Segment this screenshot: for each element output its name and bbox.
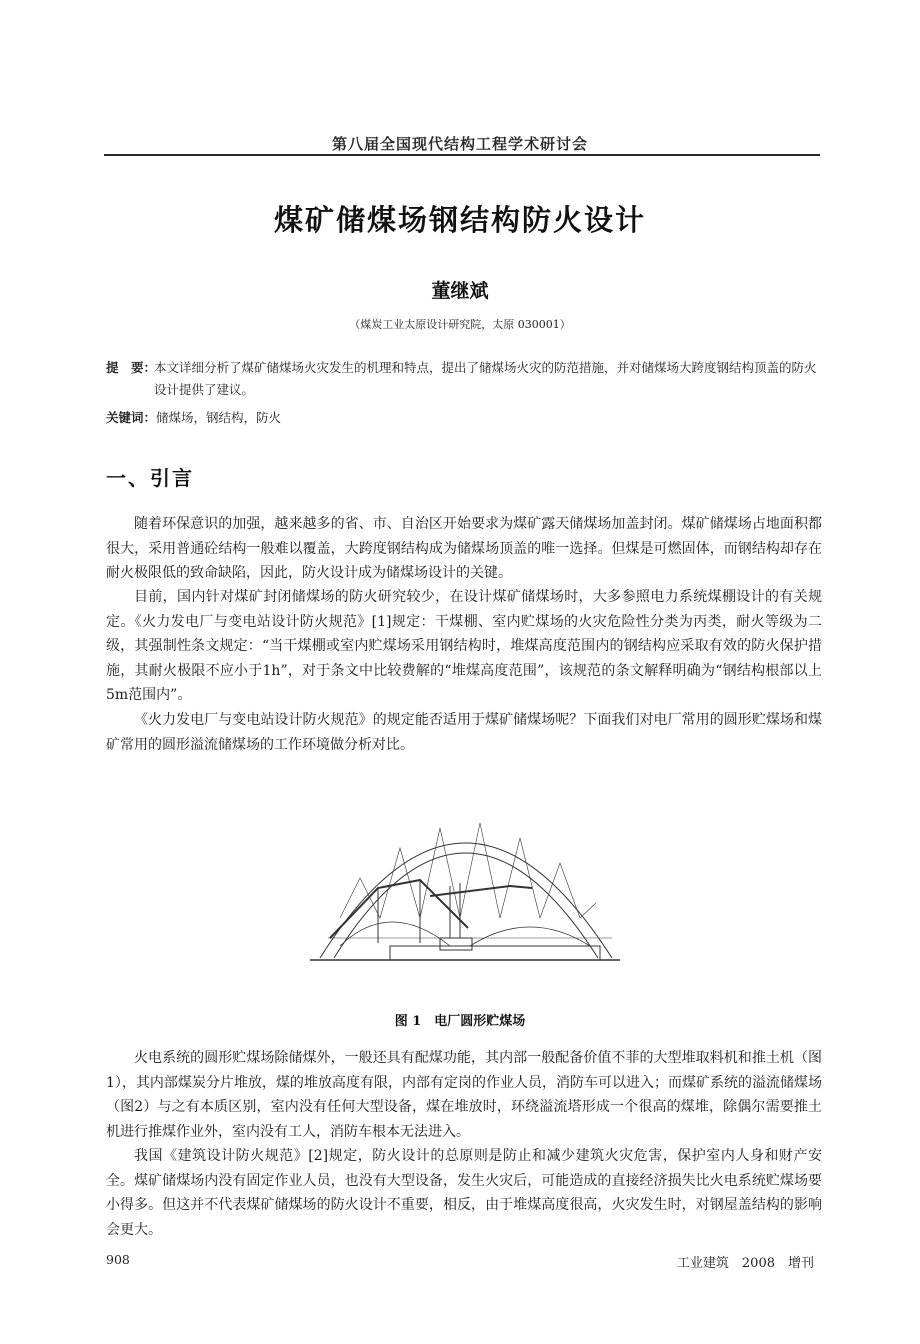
- page-number: 908: [106, 1252, 130, 1267]
- section-heading-introduction: 一、引言: [106, 466, 194, 490]
- abstract: [106, 357, 822, 401]
- figure-1-caption: 图 1 电厂圆形贮煤场: [394, 1014, 526, 1029]
- paragraph-1: 随着环保意识的加强，越来越多的省、市、自治区开始要求为煤矿露天储煤场加盖封闭。煤矿储煤场占地面积都很大，采用普通砼结构一般难以覆盖，大跨度钢结构成为储煤场顶盖的唯一选择。但煤是可燃固体，而钢结构却存在耐火极限低的致命缺陷，因此，防火设计成为储煤场设计的关键。: [106, 516, 822, 581]
- paragraph-2: 目前，国内针对煤矿封闭储煤场的防火研究较少，在设计煤矿储煤场时，大多参照电力系统煤棚设计的有关规定。《火力发电厂与变电站设计防火规范》[1]规定：干煤棚、室内贮煤场的火灾危险性分类为丙类，耐火等级为二级，其强制性条文规定：“当干煤棚或室内贮煤场采用钢结构时，堆煤高度范围内的钢结构应采取有效的防火保护措施，其耐火极限不应小于1h”，对于条文中比较费解的“堆煤高度范围”，该规范的条文解释明确为“钢结构根部以上5m范围内”。: [106, 589, 822, 703]
- paper-title: 煤矿储煤场钢结构防火设计: [273, 203, 646, 237]
- journal-footer: 工业建筑 2008 增刊: [676, 1256, 814, 1271]
- keywords-label: 关键词：: [106, 410, 157, 425]
- keywords-text: 储煤场，钢结构，防火: [156, 410, 282, 425]
- paragraph-3: 《火力发电厂与变电站设计防火规范》的规定能否适用于煤矿储煤场呢？下面我们对电厂常用的圆形贮煤场和煤矿常用的圆形溢流储煤场的工作环境做分析对比。: [106, 712, 822, 753]
- abstract-label: 提 要：: [106, 360, 157, 375]
- header-rule: [104, 154, 820, 156]
- abstract-text: 本文详细分析了煤矿储煤场火灾发生的机理和特点，提出了储煤场火灾的防范措施，并对储煤场大跨度钢结构顶盖的防火设计提供了建议。: [154, 360, 817, 397]
- keywords: [106, 408, 822, 426]
- paragraph-5: 我国《建筑设计防火规范》[2]规定，防火设计的总原则是防止和减少建筑火灾危害，保护室内人身和财产安全。煤矿储煤场内没有固定作业人员，也没有大型设备，发生火灾后，可能造成的直接经济损失比火电系统贮煤场要小得多。但这并不代表煤矿储煤场的防火设计不重要，相反，由于堆煤高度很高，火灾发生时，对钢屋盖结构的影响会更大。: [106, 1148, 822, 1238]
- conference-header: 第八届全国现代结构工程学术研讨会: [331, 135, 588, 153]
- paragraph-4: 火电系统的圆形贮煤场除储煤外，一般还具有配煤功能，其内部一般配备价值不菲的大型堆取料机和推土机（图1），其内部煤炭分片堆放，煤的堆放高度有限，内部有定岗的作业人员，消防车可以进入；而煤矿系统的溢流储煤场（图2）与之有本质区别，室内没有任何大型设备，煤在堆放时，环绕溢流塔形成一个很高的煤堆，除偶尔需要推土机进行推煤作业外，室内没有工人，消防车根本无法进入。: [106, 1050, 822, 1140]
- author-name: 董继斌: [431, 280, 489, 302]
- author-affiliation: （煤炭工业太原设计研究院，太原 030001）: [349, 318, 571, 331]
- figure-1-coal-storage-diagram: [300, 768, 630, 982]
